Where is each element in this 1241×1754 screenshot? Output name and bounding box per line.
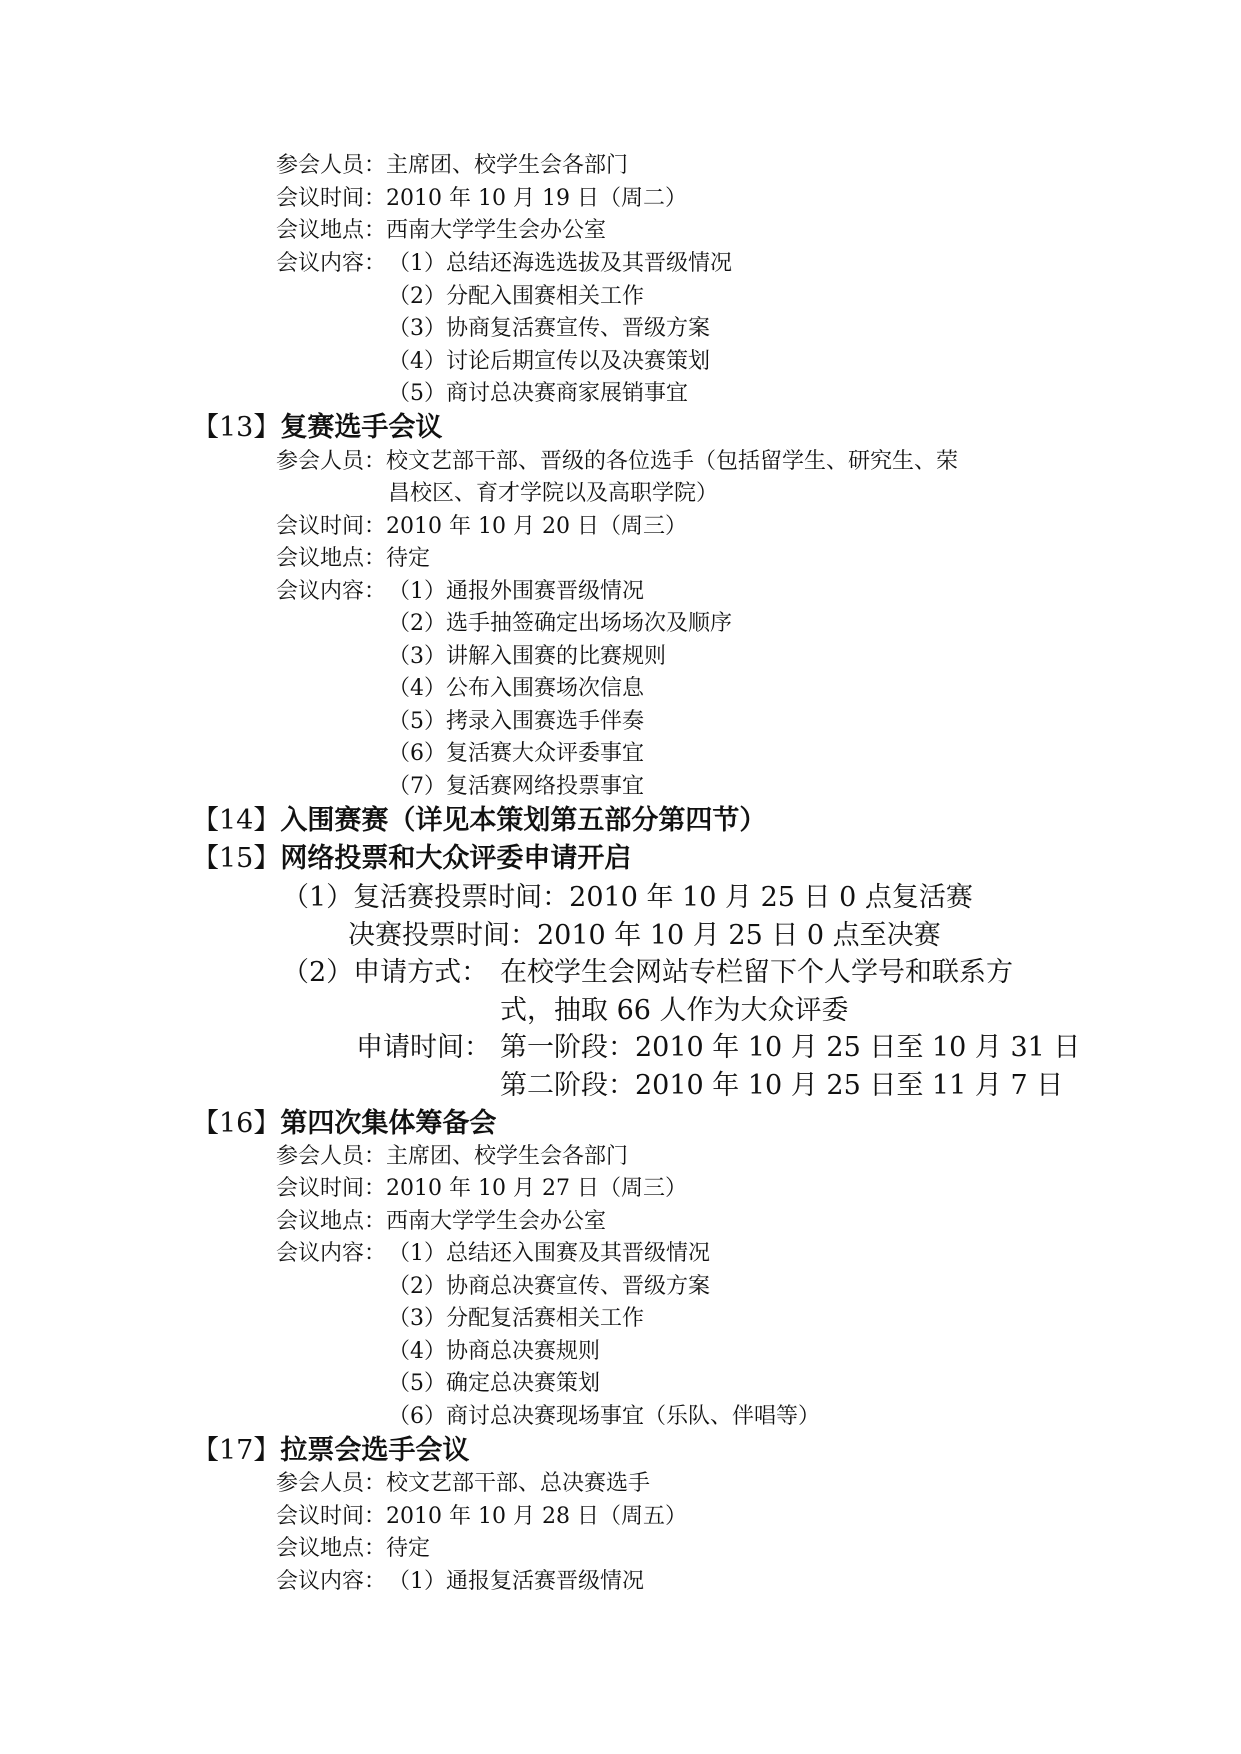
meeting-content-label: 会议内容： <box>276 251 387 276</box>
section-heading-17 <box>192 1434 469 1468</box>
vote-time-final: 决赛投票时间：2010 年 10 月 25 日 0 点至决赛 <box>348 920 941 951</box>
meeting-place: 会议地点：西南大学学生会办公室 <box>276 218 607 243</box>
agenda-item: （4）讨论后期宣传以及决赛策划 <box>388 349 710 374</box>
section-number: 【15】 <box>192 843 281 874</box>
section-title: 复赛选手会议 <box>280 412 443 443</box>
section-heading-15 <box>192 842 631 876</box>
section-title: 拉票会选手会议 <box>280 1435 470 1466</box>
apply-method-text-cont: 式，抽取 66 人作为大众评委 <box>500 995 849 1026</box>
agenda-item: （2）分配入围赛相关工作 <box>388 284 644 309</box>
agenda-item: （3）分配复活赛相关工作 <box>388 1306 644 1331</box>
agenda-item: （1）总结还海选选拔及其晋级情况 <box>388 251 732 276</box>
meeting-place: 会议地点：西南大学学生会办公室 <box>276 1209 607 1234</box>
section-heading-13 <box>192 411 442 445</box>
section-title: 网络投票和大众评委申请开启 <box>280 843 632 874</box>
agenda-item: （5）确定总决赛策划 <box>388 1371 600 1396</box>
agenda-item: （1）总结还入围赛及其晋级情况 <box>388 1241 710 1266</box>
section-title: 第四次集体筹备会 <box>280 1108 497 1139</box>
meeting-attendees-cont: 昌校区、育才学院以及高职学院） <box>388 481 719 506</box>
meeting-time: 会议时间：2010 年 10 月 27 日（周三） <box>276 1176 687 1201</box>
vote-time-revival: （1）复活赛投票时间：2010 年 10 月 25 日 0 点复活赛 <box>282 882 973 913</box>
meeting-time: 会议时间：2010 年 10 月 28 日（周五） <box>276 1504 687 1529</box>
meeting-place: 会议地点：待定 <box>276 1536 431 1561</box>
section-number: 【13】 <box>192 412 281 443</box>
section-number: 【16】 <box>192 1108 281 1139</box>
meeting-attendees: 参会人员：校文艺部干部、晋级的各位选手（包括留学生、研究生、荣 <box>276 449 959 474</box>
agenda-item: （1）通报复活赛晋级情况 <box>388 1569 644 1594</box>
agenda-item: （4）公布入围赛场次信息 <box>388 676 644 701</box>
meeting-content-label: 会议内容： <box>276 579 387 604</box>
meeting-content-label: 会议内容： <box>276 1241 387 1266</box>
section-number: 【17】 <box>192 1435 281 1466</box>
section-heading-14 <box>192 804 766 838</box>
agenda-item: （7）复活赛网络投票事宜 <box>388 774 644 799</box>
section-title: 入围赛赛（详见本策划第五部分第四节） <box>280 805 767 836</box>
agenda-item: （2）协商总决赛宣传、晋级方案 <box>388 1274 710 1299</box>
meeting-attendees: 参会人员：主席团、校学生会各部门 <box>276 153 629 178</box>
agenda-item: （2）选手抽签确定出场场次及顺序 <box>388 611 732 636</box>
apply-method-label: （2）申请方式： <box>282 957 489 988</box>
meeting-attendees: 参会人员：主席团、校学生会各部门 <box>276 1144 629 1169</box>
meeting-time: 会议时间：2010 年 10 月 19 日（周二） <box>276 186 687 211</box>
apply-time-phase-2: 第二阶段：2010 年 10 月 25 日至 11 月 7 日 <box>500 1070 1064 1101</box>
agenda-item: （6）商讨总决赛现场事宜（乐队、伴唱等） <box>388 1404 820 1429</box>
agenda-item: （3）协商复活赛宣传、晋级方案 <box>388 316 710 341</box>
section-number: 【14】 <box>192 805 281 836</box>
apply-method-text: 在校学生会网站专栏留下个人学号和联系方 <box>500 957 1013 988</box>
agenda-item: （5）拷录入围赛选手伴奏 <box>388 709 644 734</box>
apply-time-label: 申请时间： <box>356 1032 491 1063</box>
apply-time-phase-1: 第一阶段：2010 年 10 月 25 日至 10 月 31 日 <box>500 1032 1081 1063</box>
agenda-item: （6）复活赛大众评委事宜 <box>388 741 644 766</box>
agenda-item: （3）讲解入围赛的比赛规则 <box>388 644 666 669</box>
meeting-place: 会议地点：待定 <box>276 546 431 571</box>
section-heading-16 <box>192 1107 496 1141</box>
meeting-attendees: 参会人员：校文艺部干部、总决赛选手 <box>276 1471 651 1496</box>
agenda-item: （1）通报外围赛晋级情况 <box>388 579 644 604</box>
meeting-time: 会议时间：2010 年 10 月 20 日（周三） <box>276 514 687 539</box>
agenda-item: （4）协商总决赛规则 <box>388 1339 600 1364</box>
meeting-content-label: 会议内容： <box>276 1569 387 1594</box>
agenda-item: （5）商讨总决赛商家展销事宜 <box>388 381 688 406</box>
